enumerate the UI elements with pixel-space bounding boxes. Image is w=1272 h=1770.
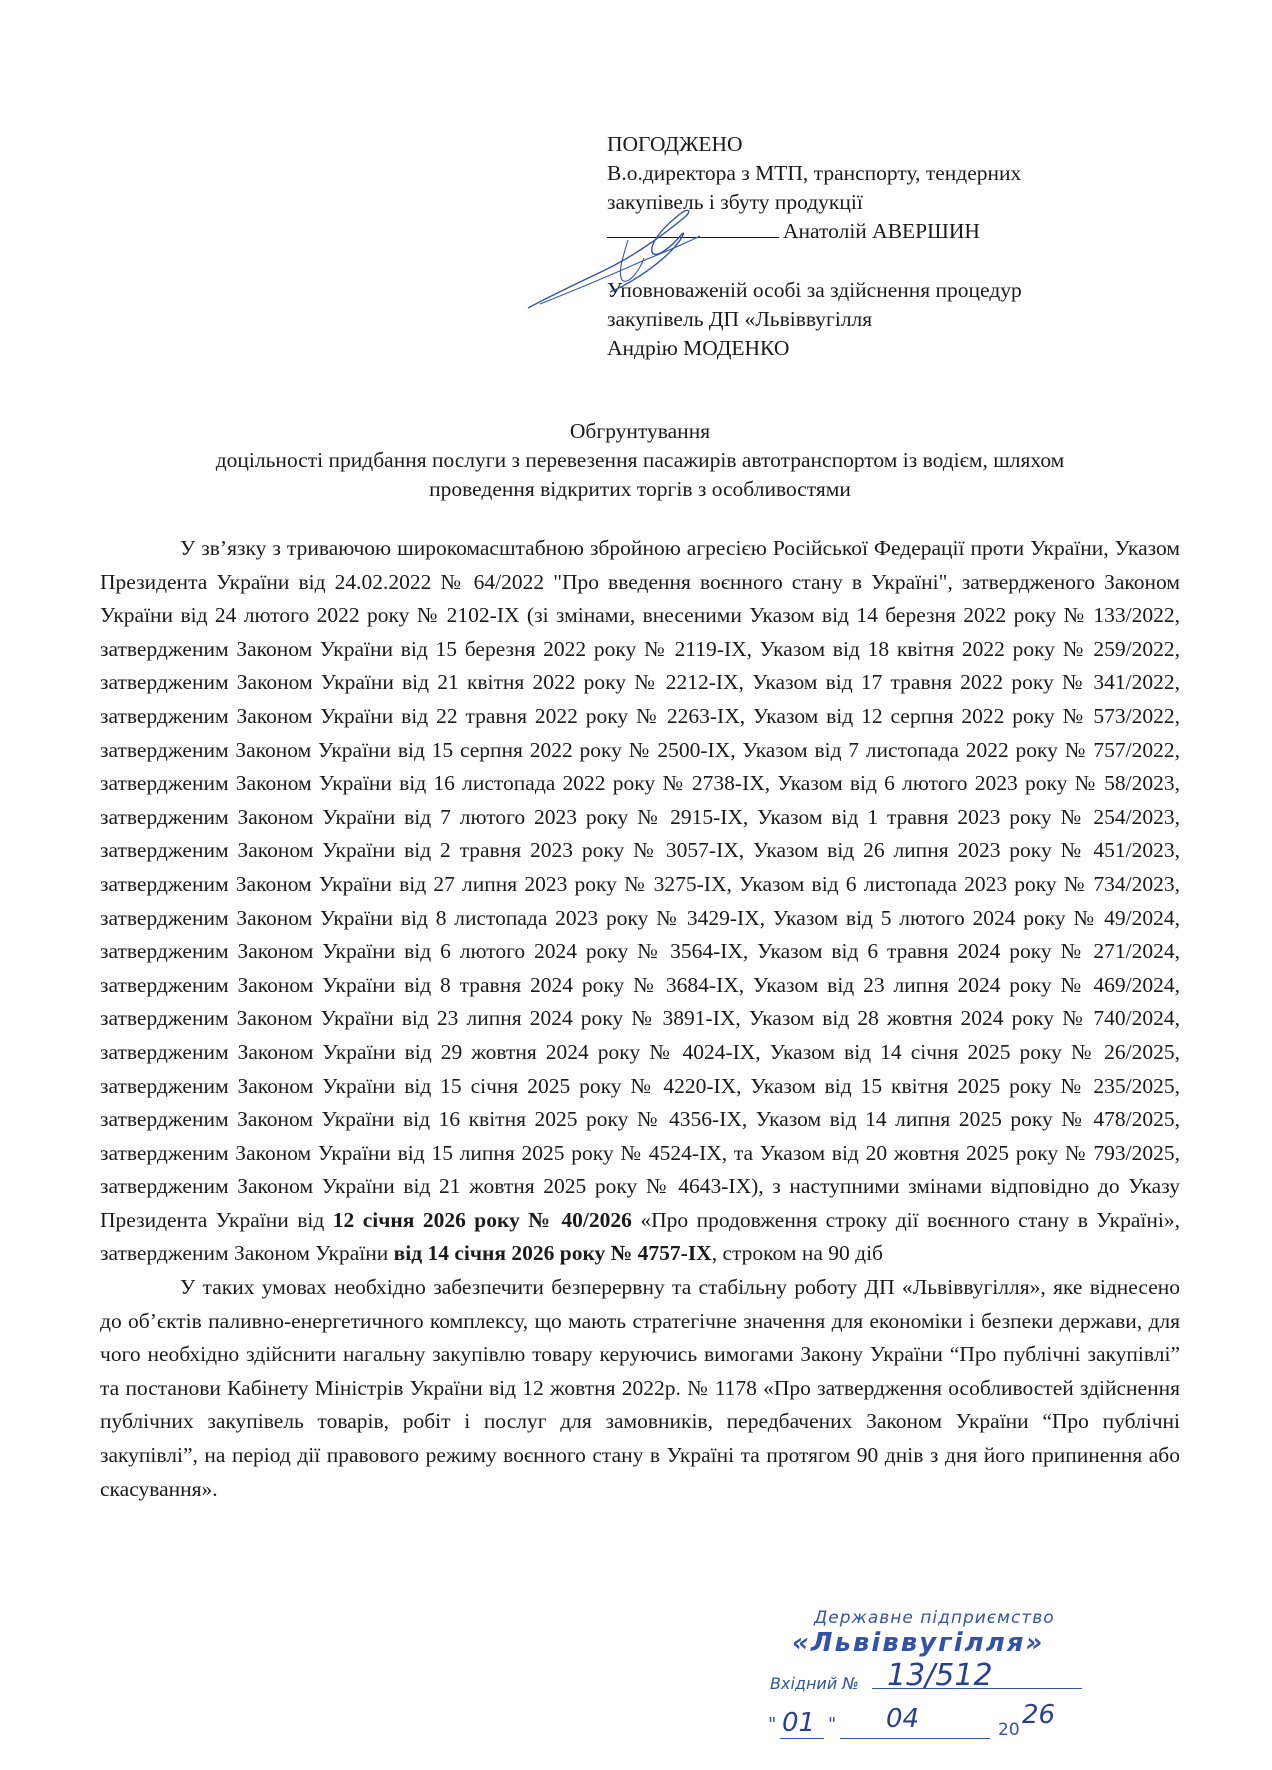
day-underline (780, 1738, 824, 1739)
quote-close-icon: " (828, 1714, 837, 1735)
quote-open-icon: " (768, 1714, 777, 1735)
approver-position-line1: В.о.директора з МТП, транспорту, тендерних (607, 161, 1022, 185)
registration-stamp (762, 1608, 1092, 1758)
stamp-month: 04 (886, 1704, 920, 1734)
document-body (100, 532, 1180, 1506)
addressee-line1: Уповноваженій особі за здійснення процедур (607, 278, 1022, 302)
law-reference-bold: від 14 січня 2026 року № 4757-IX (393, 1241, 712, 1266)
approver-position-line2: закупівель і збуту продукції (607, 190, 863, 214)
stamp-year-prefix: 20 (998, 1720, 1020, 1740)
stamp-incoming-label: Вхідний № (770, 1674, 859, 1693)
paragraph-1-text-cont: «Про продовження строку дії воєнного стану в Україні», затвердженим Законом України (100, 1207, 1180, 1266)
addressee-name: Андрію МОДЕНКО (607, 336, 790, 360)
stamp-incoming-number: 13/512 (887, 1658, 993, 1693)
paragraph-2: У таких умовах необхідно забезпечити безперервну та стабільну роботу ДП «Львіввугілля», яке віднесено до об’єктів паливно-енергетичного комплексу, що мають стратегічне значення для економіки і безпеки держави, для чого необхідно здійснити нагальну закупівлю товару керуючись вимогами Закону України “Про публічні закупівлі” та постанови Кабінету Міністрів України від 12 жовтня 2022р. № 1178 «Про затвердження особливостей здійснення публічних закупівель товарів, робіт і послуг для замовників, передбачених Законом України “Про публічні закупівлі”, на період дії правового режиму воєнного стану в Україні та протягом 90 днів з дня його припинення або скасування». (100, 1275, 1180, 1501)
month-underline (840, 1738, 990, 1739)
title-line2: доцільності придбання послуги з перевезення пасажирів автотранспортом із водієм, шляхом (215, 448, 1065, 472)
handwritten-signature (510, 200, 710, 320)
decree-reference-bold: 12 січня 2026 року № 40/2026 (332, 1207, 632, 1232)
paragraph-1 (100, 532, 1180, 1271)
stamp-day: 01 (782, 1708, 816, 1738)
stamp-year-suffix: 26 (1022, 1700, 1056, 1730)
stamp-org-name: «Львіввугілля» (792, 1628, 1045, 1658)
approval-heading: ПОГОДЖЕНО (607, 132, 743, 156)
title-line1: Обгрунтування (569, 419, 711, 443)
stamp-org-type: Державне підприємство (814, 1608, 1055, 1628)
stamp-date-row (768, 1700, 1088, 1748)
title-line3: проведення відкритих торгів з особливостями (429, 477, 851, 501)
document-title (130, 417, 1150, 504)
approver-name: Анатолій АВЕРШИН (783, 219, 980, 243)
paragraph-1-text: У зв’язку з триваючою широкомасштабною збройною агресією Російської Федерації проти України, Указом Президента України від 24.02.2022 № 64/2022 "Про введення воєнного стану в Україні", затвердженого Законом України від 24 лютого 2022 року № 2102-IX (зі змінами, внесеними Указом від 14 березня 2022 року № 133/2022, затвердженим Законом України від 15 березня 2022 року № 2119-IX, Указом від 18 квітня 2022 року № 259/2022, затвердженим Законом України від 21 квітня 2022 року № 2212-IX, Указом від 17 травня 2022 року № 341/2022, затвердженим Законом України від 22 травня 2022 року № 2263-IX, Указом від 12 серпня 2022 року № 573/2022, затвердженим Законом України від 15 серпня 2022 року № 2500-IX, Указом від 7 листопада 2022 року № 757/2022, затвердженим Законом України від 16 листопада 2022 року № 2738-IX, Указом від 6 лютого 2023 року № 58/2023, затвердженим Законом України від 7 лютого 2023 року № 2915-IX, Указом від 1 травня 2023 року № 254/2023, затвердженим Законом України від 2 травня 2023 року № 3057-IX, Указом від 26 липня 2023 року № 451/2023, затвердженим Законом України від 27 липня 2023 року № 3275-IX, Указом від 6 листопада 2023 року № 734/2023, затвердженим Законом України від 8 листопада 2023 року № 3429-IX, Указом від 5 лютого 2024 року № 49/2024, затвердженим Законом України від 6 лютого 2024 року № 3564-IX, Указом від 6 травня 2024 року № 271/2024, затвердженим Законом України від 8 травня 2024 року № 3684-IX, Указом від 23 липня 2024 року № 469/2024, затвердженим Законом України від 23 липня 2024 року № 3891-IX, Указом від 28 жовтня 2024 року № 740/2024, затвердженим Законом України від 29 жовтня 2024 року № 4024-IX, Указом від 14 січня 2025 року № 26/2025, затвердженим Законом України від 15 січня 2025 року № 4220-IX, Указом від 15 квітня 2025 року № 235/2025, затвердженим Законом України від 16 квітня 2025 року № 4356-IX, Указом від 14 липня 2025 року № 478/2025, затвердженим Законом України від 15 липня 2025 року № 4524-IX, та Указом від 20 жовтня 2025 року № 793/2025, затвердженим Законом України від 21 жовтня 2025 року № 4643-IX), з наступними змінами відповідно до Указу Президента України від (100, 536, 1180, 1232)
addressee-line2: закупівель ДП «Львіввугілля (607, 307, 873, 331)
paragraph-1-end: , строком на 90 діб (711, 1241, 883, 1266)
